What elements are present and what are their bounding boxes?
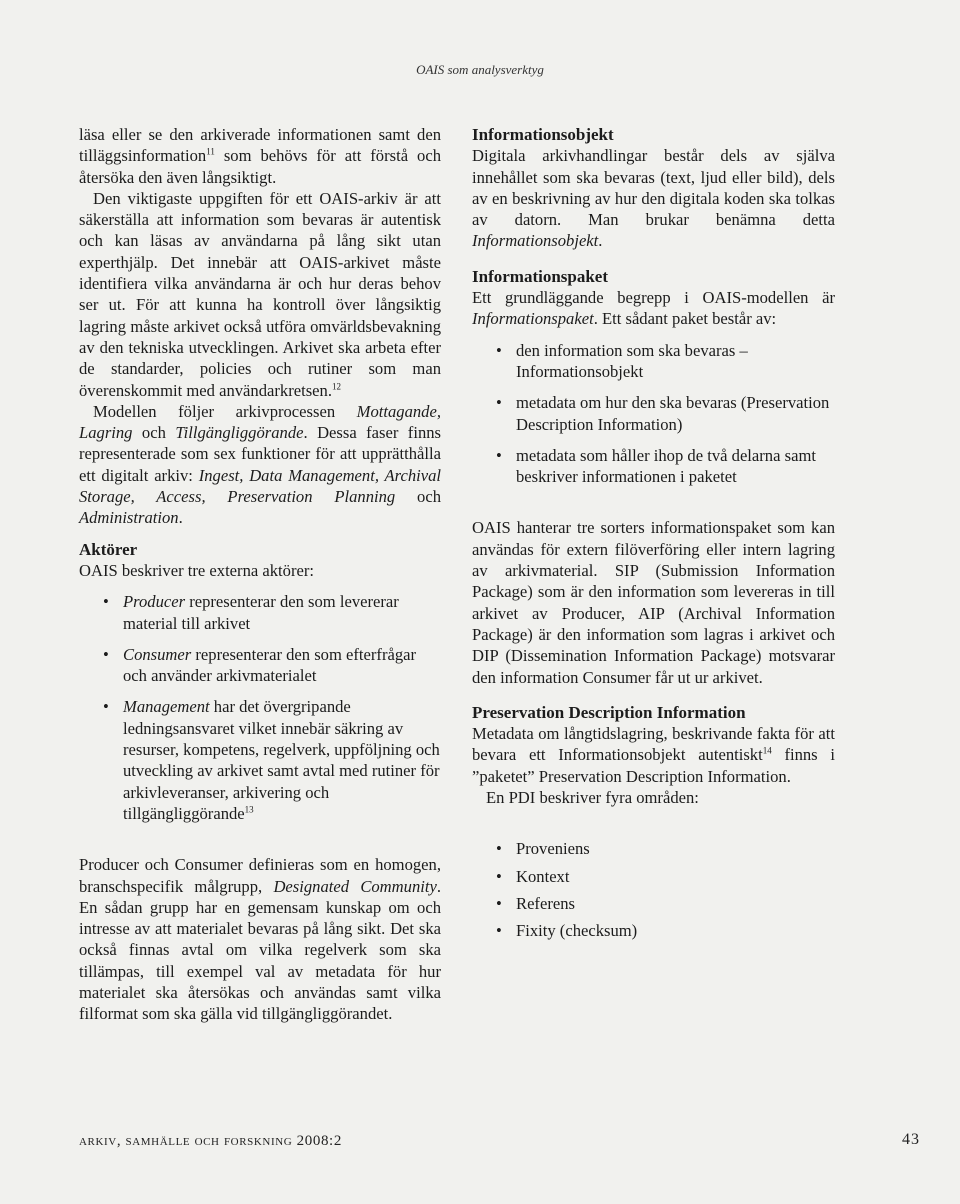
section-heading-pdi: Preservation Description Information [472, 702, 746, 722]
bullet-icon: • [496, 839, 502, 859]
paragraph: Ett grundläggande begrepp i OAIS-modellen är Informationspaket. Ett sådant paket består av: [472, 288, 835, 329]
paragraph: Den viktigaste uppgiften för ett OAIS-arkiv är att säkerställa att information som bevaras är autentisk och kan läsas av användarna på lång sikt utan experthjälp. Det innebär att OAIS-arkivet måste identifiera vilka användarna är och hur deras behov ser ut. För att kunna ha kontroll över långsiktig lagring måste arkivet också utföra omvärldsbevakning av den tekniska utvecklingen. Arkivet ska arbeta efter de standarder, policies och rutiner som man överenskommit med användarkretsen.$^{12}$ [79, 188, 441, 400]
footnote-ref: 11 [206, 146, 215, 157]
bullet-icon: • [496, 921, 502, 941]
right-column [472, 124, 835, 942]
paragraph: läsa eller se den arkiverade informationen samt den tilläggsinformation$^{11}$ som behövs för att förstå och återsöka den även långsiktigt. [79, 125, 441, 187]
list-item: • metadata som håller ihop de två delarna samt beskriver informationen i paketet [496, 445, 816, 487]
footnote-ref: 14 [762, 745, 772, 756]
paragraph: Producer och Consumer definieras som en homogen, branschspecifik målgrupp, Designated Community. En sådan grupp har en gemensam kunskap om och intresse av att materialet bevaras på lång sikt. Det ska också finnas avtal om vilka regelverk som ska tillämpas, till exempel val av metadata för hur materialet ska återsökas och användas samt vilka filformat som ska gälla vid tillgängliggörandet. [79, 855, 441, 1024]
left-column [79, 124, 441, 1025]
bullet-icon: • [496, 393, 502, 413]
bullet-icon: • [103, 644, 109, 664]
list-item: • Consumer representerar den som efterfrågar och använder arkivmaterialet [103, 644, 417, 686]
paragraph: OAIS hanterar tre sorters informationspaket som kan användas för extern filöverföring eller intern lagring av arkivmaterial. SIP (Submission Information Package) som är den information som levereras in till arkivet av Producer, AIP (Archival Information Package) är den information som lagras i arkivet och DIP (Dissemination Information Package) motsvarar den information Consumer får ut ur arkivet. [472, 518, 835, 687]
list-item: • Kontext [496, 866, 570, 886]
section-heading-informationsobjekt: Informationsobjekt [472, 125, 614, 144]
list-item: • Producer representerar den som levererar material till arkivet [103, 592, 399, 633]
bullet-icon: • [496, 445, 502, 465]
page-number: 43 [902, 1131, 920, 1148]
list-item: • Proveniens [496, 839, 590, 859]
list-item: • Management har det övergripande ledningsansvaret vilket innebär säkring av resurser, kompetens, regelverk, uppföljning och utveckling av arkivet samt avtal med rutiner för arkivleveranser, arkivering och tillgängliggörande$^{13}$ [103, 697, 440, 823]
bullet-icon: • [496, 866, 502, 886]
package-list [472, 340, 835, 488]
bullet-icon: • [103, 592, 109, 612]
list-item: • den information som ska bevaras – Informationsobjekt [496, 340, 748, 381]
actor-list [79, 591, 441, 824]
footer-journal-title: arkiv, samhälle och forskning 2008:2 [79, 1133, 342, 1149]
section-heading-aktorer: Aktörer [79, 539, 138, 559]
paragraph: OAIS beskriver tre externa aktörer: [79, 560, 314, 580]
footnote-ref: 12 [331, 381, 341, 392]
list-item: • Fixity (checksum) [496, 921, 638, 941]
bullet-icon: • [496, 893, 502, 913]
list-item: • Referens [496, 893, 575, 913]
paragraph: Digitala arkivhandlingar består dels av själva innehållet som ska bevaras (text, ljud eller bild), dels av en beskrivning av hur den digitala koden ska tolkas av datorn. Man brukar benämna detta Informationsobjekt. [472, 146, 835, 251]
paragraph: En PDI beskriver fyra områden: [486, 788, 699, 808]
running-head: OAIS som analysverktyg [416, 62, 544, 77]
paragraph: Modellen följer arkivprocessen Mottagande, Lagring och Tillgängliggörande. Dessa faser finns representerade som sex funktioner för att upprätthålla ett digitalt arkiv: Ingest, Data Management, Archival Storage, Access, Preservation Planning och Administration. [79, 401, 441, 528]
bullet-icon: • [103, 697, 109, 717]
bullet-icon: • [496, 340, 502, 360]
paragraph: Metadata om långtidslagring, beskrivande fakta för att bevara ett Informationsobjekt autentiskt$^{14}$ finns i ”paketet” Preservation Description Information. [472, 724, 835, 786]
section-heading-informationspaket: Informationspaket [472, 266, 609, 286]
pdi-list [472, 838, 835, 941]
list-item: • metadata om hur den ska bevaras (Preservation Description Information) [496, 393, 830, 434]
footnote-ref: 13 [244, 804, 254, 815]
